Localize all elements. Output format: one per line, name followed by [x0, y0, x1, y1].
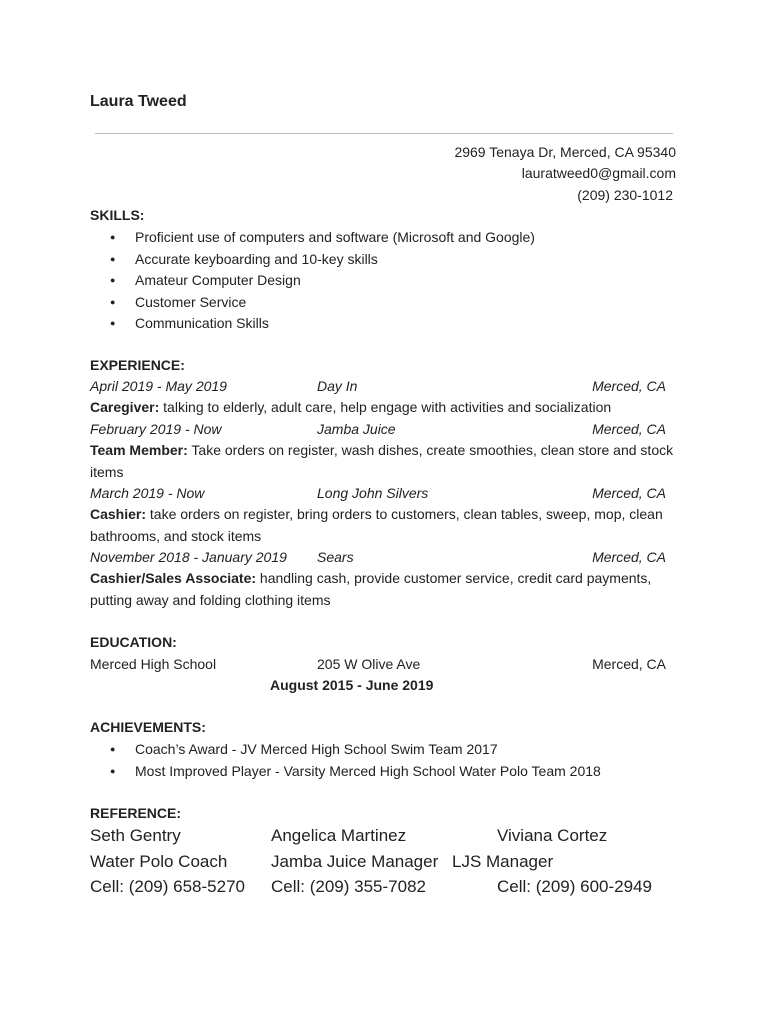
job-employer: Long John Silvers	[317, 485, 429, 501]
job-dates: February 2019 - Now	[90, 421, 222, 437]
job-description	[90, 568, 675, 611]
skills-heading: SKILLS:	[90, 207, 145, 223]
job-title: Caregiver:	[90, 399, 160, 415]
skill-item: ● Accurate keyboarding and 10-key skills	[110, 249, 535, 271]
job-duties: handling cash, provide customer service, credit card payments, putting away and folding clothing items	[90, 570, 652, 608]
job-duties: Take orders on register, wash dishes, create smoothies, clean store and stock items	[90, 442, 674, 480]
header-divider	[95, 133, 673, 134]
contact-address: 2969 Tenaya Dr, Merced, CA 95340	[454, 144, 676, 160]
reference-cell: Cell: (209) 658-5270	[90, 877, 245, 896]
education-row	[90, 656, 670, 676]
job-dates: April 2019 - May 2019	[90, 378, 227, 394]
job-description	[90, 397, 675, 419]
contact-email: lauratweed0@gmail.com	[521, 165, 676, 181]
skill-item: ● Proficient use of computers and software (Microsoft and Google)	[110, 227, 535, 249]
reference-role: Jamba Juice Manager	[271, 852, 439, 871]
resume-name: Laura Tweed	[90, 93, 187, 110]
job-title: Cashier/Sales Associate:	[90, 570, 257, 586]
reference-role: LJS Manager	[452, 852, 554, 871]
job-header	[90, 549, 670, 569]
skill-item: ● Communication Skills	[110, 313, 535, 335]
job-header	[90, 485, 670, 505]
job-employer: Jamba Juice	[317, 421, 396, 437]
job-title: Cashier:	[90, 506, 147, 522]
reference-name: Viviana Cortez	[497, 826, 608, 845]
skill-item: ● Customer Service	[110, 292, 535, 314]
reference-name: Angelica Martinez	[271, 826, 407, 845]
reference-heading: REFERENCE:	[90, 805, 182, 821]
job-header	[90, 378, 670, 398]
job-dates: March 2019 - Now	[90, 485, 205, 501]
job-employer: Sears	[317, 549, 354, 565]
reference-role: Water Polo Coach	[90, 852, 228, 871]
job-location: Merced, CA	[592, 421, 666, 437]
job-description	[90, 504, 675, 547]
job-duties: take orders on register, bring orders to customers, clean tables, sweep, mop, clean bathrooms, and stock items	[90, 506, 663, 544]
school-name: Merced High School	[90, 656, 217, 672]
job-location: Merced, CA	[592, 378, 666, 394]
skills-list	[110, 227, 535, 335]
achievement-item: ● Most Improved Player - Varsity Merced High School Water Polo Team 2018	[110, 761, 601, 783]
achievements-list	[110, 739, 601, 782]
job-employer: Day In	[317, 378, 358, 394]
reference-cell: Cell: (209) 355-7082	[271, 877, 426, 896]
education-dates: August 2015 - June 2019	[270, 677, 434, 693]
job-description	[90, 440, 675, 483]
education-heading: EDUCATION:	[90, 634, 177, 650]
school-location: Merced, CA	[592, 656, 666, 672]
job-duties: talking to elderly, adult care, help engage with activities and socialization	[159, 399, 612, 415]
reference-name: Seth Gentry	[90, 826, 181, 845]
experience-heading: EXPERIENCE:	[90, 357, 185, 373]
job-location: Merced, CA	[592, 549, 666, 565]
job-dates: November 2018 - January 2019	[90, 549, 287, 565]
skill-item: ● Amateur Computer Design	[110, 270, 535, 292]
school-address: 205 W Olive Ave	[317, 656, 421, 672]
reference-cell: Cell: (209) 600-2949	[497, 877, 652, 896]
achievements-heading: ACHIEVEMENTS:	[90, 719, 206, 735]
job-title: Team Member:	[90, 442, 188, 458]
achievement-item: ● Coach’s Award - JV Merced High School Swim Team 2017	[110, 739, 601, 761]
job-location: Merced, CA	[592, 485, 666, 501]
contact-phone: (209) 230-1012	[577, 187, 673, 203]
job-header	[90, 421, 670, 441]
